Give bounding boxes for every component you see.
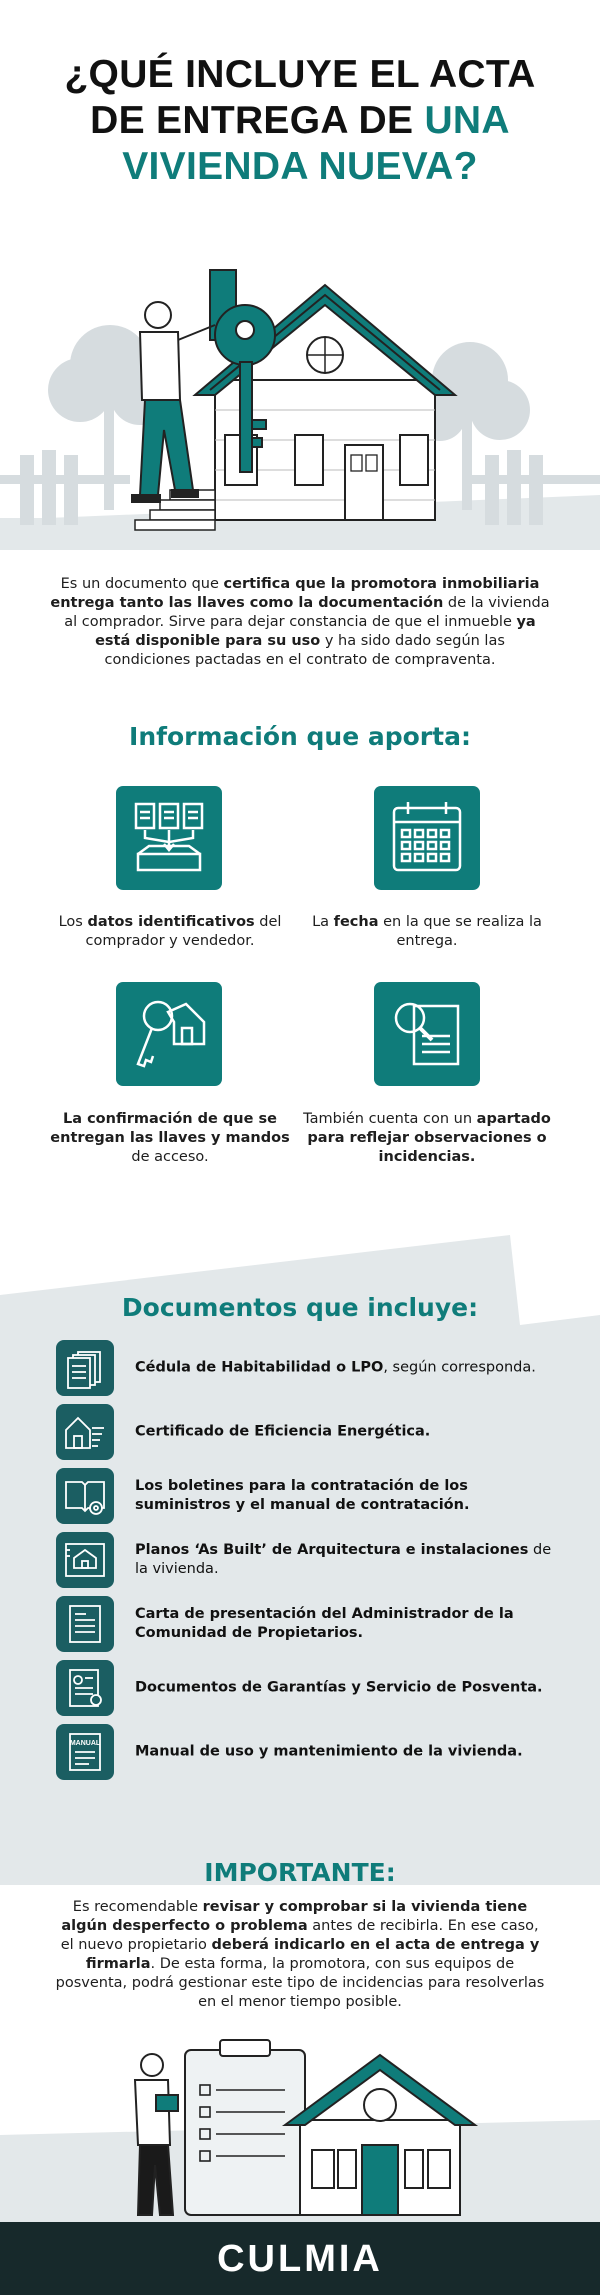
document-item-1 (56, 1340, 556, 1396)
intro-text-2: de la vivienda al comprador. Sirve para dejar constancia de que el inmueble (64, 595, 550, 630)
culmia-logo: CULMIA (217, 2238, 383, 2280)
document-item-1-post: , según corresponda. (383, 1359, 536, 1376)
book-gear-icon (56, 1468, 114, 1524)
magnifier-document-icon (374, 982, 480, 1086)
document-item-7 (56, 1724, 556, 1780)
intro-text-3: y ha sido dado según las condiciones pactadas en el contrato de compraventa. (104, 633, 505, 668)
info-item-1-bold: datos identificativos (87, 914, 255, 930)
info-item-1-post: del comprador y vendedor. (85, 914, 282, 949)
document-item-2-text (135, 1423, 565, 1442)
title-line-3: VIVIENDA NUEVA? (122, 145, 478, 188)
info-item-2-post: en la que se realiza la entrega. (378, 914, 542, 949)
document-item-3-text (135, 1477, 565, 1515)
page-title (0, 52, 600, 190)
document-item-5 (56, 1596, 556, 1652)
info-item-2-bold: fecha (333, 914, 379, 930)
footer (0, 2222, 600, 2295)
info-item-4-pre: También cuenta con un (303, 1111, 477, 1127)
important-paragraph (55, 1898, 545, 2012)
document-item-6 (56, 1660, 556, 1716)
document-item-5-bold: Carta de presentación del Administrador de la Comunidad de Propietarios. (135, 1606, 514, 1641)
energy-house-icon (56, 1404, 114, 1460)
title-line-2-dark: DE ENTREGA DE (90, 99, 425, 142)
title-line-1: ¿QUÉ INCLUYE EL ACTA (64, 53, 536, 96)
important-text-2: antes de recibirla. En ese caso, el nuevo propietario (60, 1918, 539, 1953)
guarantee-document-icon (56, 1660, 114, 1716)
document-item-6-bold: Documentos de Garantías y Servicio de Posventa. (135, 1679, 543, 1696)
intro-bold-2: ya está disponible para su uso (95, 614, 536, 649)
document-item-4 (56, 1532, 556, 1588)
document-item-1-text (135, 1359, 565, 1378)
info-section-title: Información que aporta: (129, 722, 471, 751)
info-item-1-pre: Los (58, 914, 88, 930)
document-item-4-text (135, 1541, 565, 1579)
document-item-3 (56, 1468, 556, 1524)
calendar-icon (374, 786, 480, 890)
info-item-1-text (45, 913, 295, 951)
documents-icon (116, 786, 222, 890)
info-item-3-post: de acceso. (131, 1149, 209, 1165)
info-item-4-bold: apartado para reflejar observaciones o incidencias. (307, 1111, 551, 1165)
papers-icon (56, 1340, 114, 1396)
document-item-3-bold: Los boletines para la contratación de los suministros y el manual de contratación. (135, 1478, 470, 1513)
document-item-1-bold: Cédula de Habitabilidad o LPO (135, 1359, 384, 1376)
document-item-5-text (135, 1605, 565, 1643)
important-text-1: Es recomendable (72, 1899, 203, 1915)
documents-section-title: Documentos que incluye: (121, 1293, 479, 1322)
info-item-2-text (302, 913, 552, 951)
intro-text-1: Es un documento que (60, 576, 224, 592)
title-line-2-teal: UNA (424, 99, 510, 142)
important-bold-2: deberá indicarlo en el acta de entrega y firmarla (85, 1937, 540, 1972)
document-item-2-bold: Certificado de Eficiencia Energética. (135, 1423, 431, 1440)
important-text-3: . De esta forma, la promotora, con sus equipos de posventa, podrá gestionar este tipo de incidencias para resolverlas en el menor tiempo posible. (55, 1956, 545, 2010)
intro-bold-1: certifica que la promotora inmobiliaria entrega tanto las llaves como la documentación (50, 576, 540, 611)
document-item-6-text (135, 1679, 565, 1698)
bottom-illustration (0, 2025, 600, 2222)
important-title: IMPORTANTE: (204, 1858, 396, 1887)
manual-icon-label: MANUAL (69, 1740, 101, 1747)
document-item-7-bold: Manual de uso y mantenimiento de la vivienda. (135, 1743, 523, 1760)
manual-icon (56, 1724, 114, 1780)
info-item-2-pre: La (312, 914, 334, 930)
keys-icon (116, 982, 222, 1086)
intro-paragraph (50, 575, 550, 670)
info-item-3-bold: La confirmación de que se entregan las llaves y mandos (50, 1111, 290, 1146)
blueprint-icon (56, 1532, 114, 1588)
document-item-4-post: de la vivienda. (135, 1542, 552, 1577)
document-item-7-text (135, 1743, 565, 1762)
letter-icon (56, 1596, 114, 1652)
document-item-2 (56, 1404, 556, 1460)
info-item-4-text (302, 1110, 552, 1167)
hero-house-illustration (0, 250, 600, 550)
important-bold-1: revisar y comprobar si la vivienda tiene algún desperfecto o problema (61, 1899, 528, 1934)
document-item-4-bold: Planos ‘As Built’ de Arquitectura e instalaciones (135, 1542, 529, 1558)
info-item-3-text (45, 1110, 295, 1167)
